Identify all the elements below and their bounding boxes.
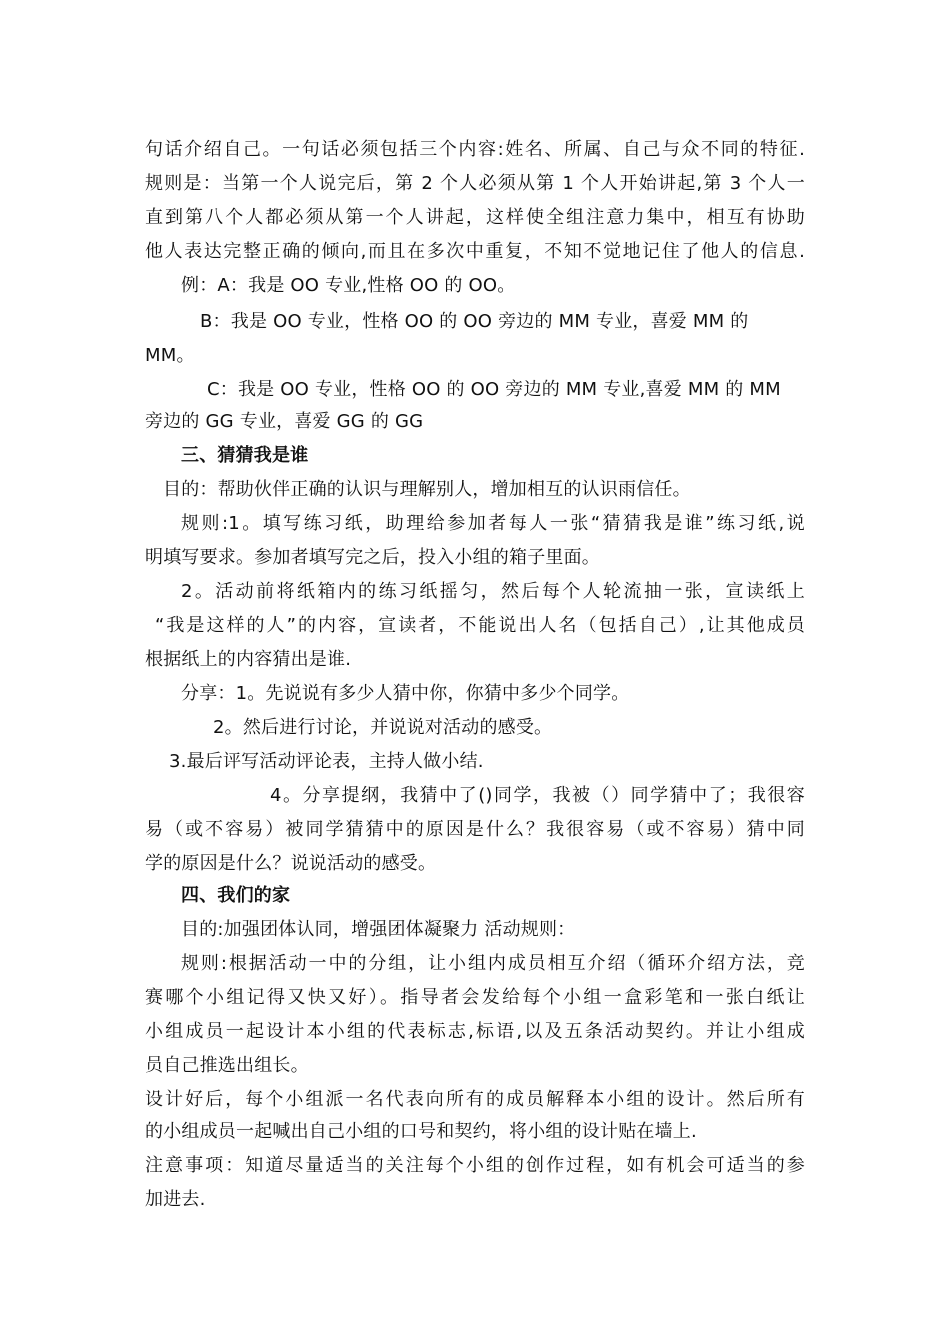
- share-line: 分享：1。先说说有多少人猜中你，你猜中多少个同学。: [181, 683, 630, 704]
- paragraph-line: 设计好后，每个小组派一名代表向所有的成员解释本小组的设计。然后所有: [145, 1089, 805, 1110]
- rules-line: 2。活动前将纸箱内的练习纸摇匀，然后每个人轮流抽一张，宣读纸上: [181, 581, 805, 602]
- share-line: 3.最后评写活动评论表，主持人做小结.: [169, 751, 484, 772]
- example-line-a: 例：A：我是 OO 专业,性格 OO 的 OO。: [181, 275, 516, 296]
- notes-line: 注意事项：知道尽量适当的关注每个小组的创作过程，如有机会可适当的参: [145, 1155, 805, 1176]
- paragraph-line: 的小组成员一起喊出自己小组的口号和契约，将小组的设计贴在墙上.: [145, 1121, 697, 1142]
- paragraph-line: 易（或不容易）被同学猜猜中的原因是什么？我很容易（或不容易）猜中同: [145, 819, 805, 840]
- share-line: 2。然后进行讨论，并说说对活动的感受。: [213, 717, 553, 738]
- paragraph-line: 员自己推选出组长。: [145, 1055, 309, 1076]
- paragraph-line: MM。: [145, 345, 195, 366]
- paragraph-line: 他人表达完整正确的倾向,而且在多次中重复，不知不觉地记住了他人的信息.: [145, 241, 805, 262]
- paragraph-line: 旁边的 GG 专业，喜爱 GG 的 GG: [145, 411, 424, 432]
- paragraph-line: 明填写要求。参加者填写完之后，投入小组的箱子里面。: [145, 547, 600, 568]
- paragraph-line: 句话介绍自己。一句话必须包括三个内容:姓名、所属、自己与众不同的特征.: [145, 139, 805, 160]
- section-heading-4: 四、我们的家: [181, 885, 291, 906]
- paragraph-line: 赛哪个小组记得又快又好）。指导者会发给每个小组一盒彩笔和一张白纸让: [145, 987, 805, 1008]
- paragraph-line: 小组成员一起设计本小组的代表标志,标语,以及五条活动契约。并让小组成: [145, 1021, 805, 1042]
- purpose-line: 目的：帮助伙伴正确的认识与理解别人，增加相互的认识雨信任。: [163, 479, 691, 500]
- paragraph-line: 根据纸上的内容猜出是谁.: [145, 649, 352, 670]
- section-heading-3: 三、猜猜我是谁: [181, 445, 309, 466]
- paragraph-line: 学的原因是什么？说说活动的感受。: [145, 853, 437, 874]
- purpose-line: 目的:加强团体认同，增强团体凝聚力 活动规则：: [181, 919, 576, 940]
- share-line: 4。分享提纲，我猜中了()同学，我被（）同学猜中了；我很容: [270, 785, 805, 806]
- rules-line: 规则:1。填写练习纸，助理给参加者每人一张“猜猜我是谁”练习纸,说: [181, 513, 805, 534]
- paragraph-line: 加进去.: [145, 1189, 206, 1210]
- paragraph-line: “我是这样的人”的内容，宣读者，不能说出人名（包括自己）,让其他成员: [155, 615, 805, 636]
- paragraph-line: 直到第八个人都必须从第一个人讲起，这样使全组注意力集中，相互有协助: [145, 207, 805, 228]
- example-line-c: C：我是 OO 专业，性格 OO 的 OO 旁边的 MM 专业,喜爱 MM 的 MM: [207, 379, 781, 400]
- example-line-b: B：我是 OO 专业，性格 OO 的 OO 旁边的 MM 专业，喜爱 MM 的: [200, 311, 749, 332]
- paragraph-line: 规则是：当第一个人说完后，第 2 个人必须从第 1 个人开始讲起,第 3 个人一: [145, 173, 805, 194]
- rules-line: 规则:根据活动一中的分组，让小组内成员相互介绍（循环介绍方法，竞: [181, 953, 805, 974]
